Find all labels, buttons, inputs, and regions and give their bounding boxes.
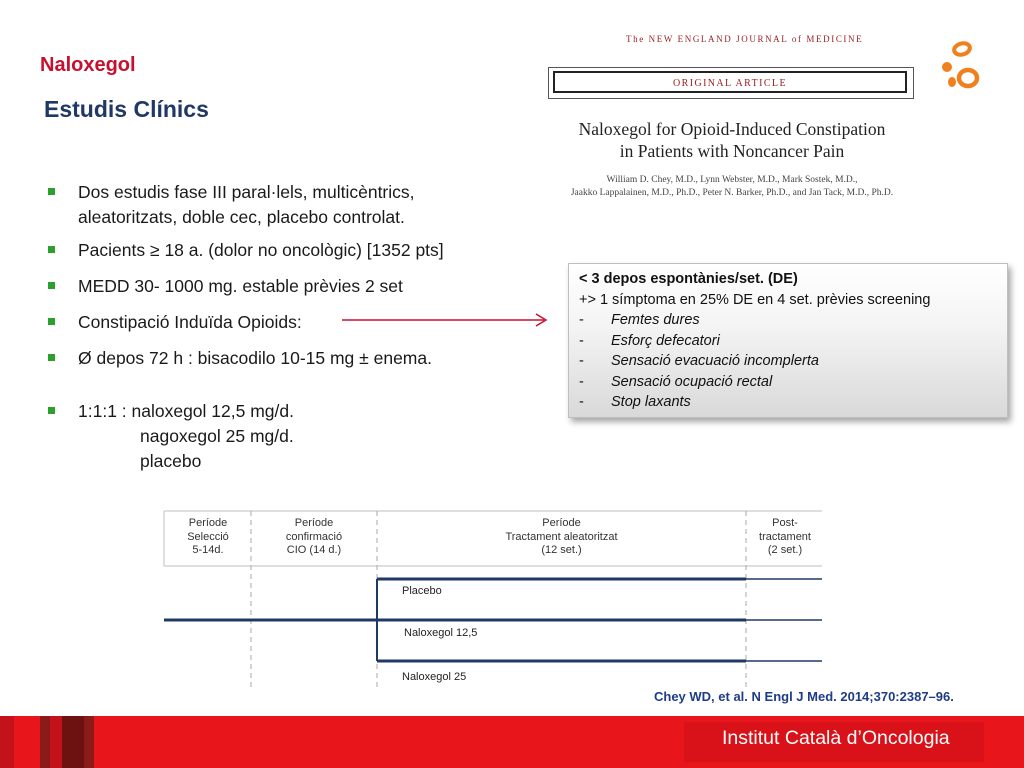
arm-label-placebo: Placebo — [402, 585, 442, 597]
period-label-line: CIO (14 d.) — [286, 544, 342, 556]
criteria-item — [579, 351, 997, 372]
article-authors — [546, 174, 918, 200]
footer-accent-stripe — [84, 716, 94, 768]
bullet-item — [48, 346, 518, 371]
footer-accent-stripe — [62, 716, 84, 768]
period-label-line: Període — [294, 517, 334, 529]
bullet-marker — [48, 318, 55, 325]
criteria-item-text: Esforç defecatori — [611, 332, 720, 349]
period-label-line: Període — [188, 517, 228, 529]
bullet-marker — [48, 246, 55, 253]
period-label-line: Període — [542, 517, 581, 529]
footer-accent-stripe — [40, 716, 50, 768]
bullet-marker — [48, 407, 55, 414]
institution-name: Institut Català d’Oncologia — [722, 727, 950, 749]
journal-masthead: The NEW ENGLAND JOURNAL of MEDICINE — [626, 34, 864, 44]
period-label-line: Selecció — [187, 530, 229, 543]
bullet-marker — [48, 354, 55, 361]
bullet-sub-line: nagoxegol 25 mg/d. — [140, 426, 294, 446]
bullet-line: Pacients ≥ 18 a. (dolor no oncològic) [1352 pts] — [78, 240, 444, 260]
criteria-dash: - — [579, 394, 584, 410]
criteria-item-text: Sensació evacuació incomplerta — [611, 353, 819, 369]
period-label-confirmation — [252, 517, 376, 558]
bullet-line: 1:1:1 : naloxegol 12,5 mg/d. — [78, 401, 294, 421]
ico-logo-icon — [938, 38, 990, 94]
bullet-marker — [48, 188, 55, 195]
bullet-line: MEDD 30- 1000 mg. estable prèvies 2 set — [78, 276, 403, 296]
bullet-line: Ø depos 72 h : bisacodilo 10-15 mg ± enema. — [78, 348, 432, 368]
citation: Chey WD, et al. N Engl J Med. 2014;370:2387–96. — [654, 689, 954, 704]
period-label-line: 5-14d. — [192, 544, 224, 556]
period-label-line: (2 set.) — [767, 544, 803, 556]
criteria-item-text: Stop laxants — [611, 394, 691, 410]
article-title — [548, 118, 916, 162]
period-label-post-treatment — [747, 517, 823, 558]
period-label-screening — [166, 517, 250, 558]
section-title: Estudis Clínics — [44, 96, 209, 122]
criteria-dash: - — [579, 353, 584, 369]
footer-accent-stripe — [50, 716, 62, 768]
bullet-line: aleatoritzats, doble cec, placebo controlat. — [78, 207, 405, 227]
period-label-line: Post- — [772, 517, 798, 529]
article-title-line: Naloxegol for Opioid-Induced Constipation — [578, 119, 886, 139]
criteria-item — [579, 331, 997, 352]
bullet-line: Constipació Induïda Opioids: — [78, 312, 302, 332]
bullet-item — [48, 399, 518, 474]
criteria-dash: - — [579, 312, 584, 328]
bullet-item — [48, 180, 518, 230]
bullet-item — [48, 274, 518, 299]
arm-label-naloxegol-25: Naloxegol 25 — [402, 671, 467, 683]
period-label-line: tractament — [759, 530, 811, 543]
bullet-line: Dos estudis fase III paral·lels, multicèntrics, — [78, 182, 415, 202]
criteria-heading: < 3 depos espontànies/set. (DE) — [579, 271, 798, 287]
footer-accent-stripe — [0, 716, 14, 768]
criteria-item-text: Femtes dures — [611, 312, 700, 328]
period-label-line: Tractament aleatoritzat — [505, 530, 618, 543]
drug-name: Naloxegol — [40, 54, 136, 76]
pointer-arrow — [340, 312, 554, 328]
article-author-line: Jaakko Lappalainen, M.D., Ph.D., Peter N. Barker, Ph.D., and Jan Tack, M.D., Ph.D. — [570, 188, 894, 198]
criteria-subheading: +> 1 símptoma en 25% DE en 4 set. prèvies screening — [579, 291, 931, 308]
article-author-line: William D. Chey, M.D., Lynn Webster, M.D., Mark Sostek, M.D., — [606, 175, 858, 185]
bullet-sub-line: placebo — [140, 451, 202, 471]
criteria-item — [579, 310, 997, 331]
criteria-dash: - — [579, 332, 584, 349]
criteria-dash: - — [579, 373, 584, 390]
bullet-marker — [48, 282, 55, 289]
period-label-line: (12 set.) — [541, 544, 582, 556]
period-label-line: confirmació — [285, 530, 343, 543]
bullet-item — [48, 238, 518, 263]
period-label-treatment — [378, 517, 745, 558]
article-title-line: in Patients with Noncancer Pain — [619, 141, 845, 161]
criteria-item-text: Sensació ocupació rectal — [611, 373, 773, 390]
article-label: ORIGINAL ARTICLE — [553, 71, 907, 93]
criteria-item — [579, 392, 997, 413]
inclusion-criteria-box — [568, 263, 1008, 418]
criteria-item — [579, 372, 997, 393]
arm-label-naloxegol-12-5: Naloxegol 12,5 — [404, 627, 478, 639]
